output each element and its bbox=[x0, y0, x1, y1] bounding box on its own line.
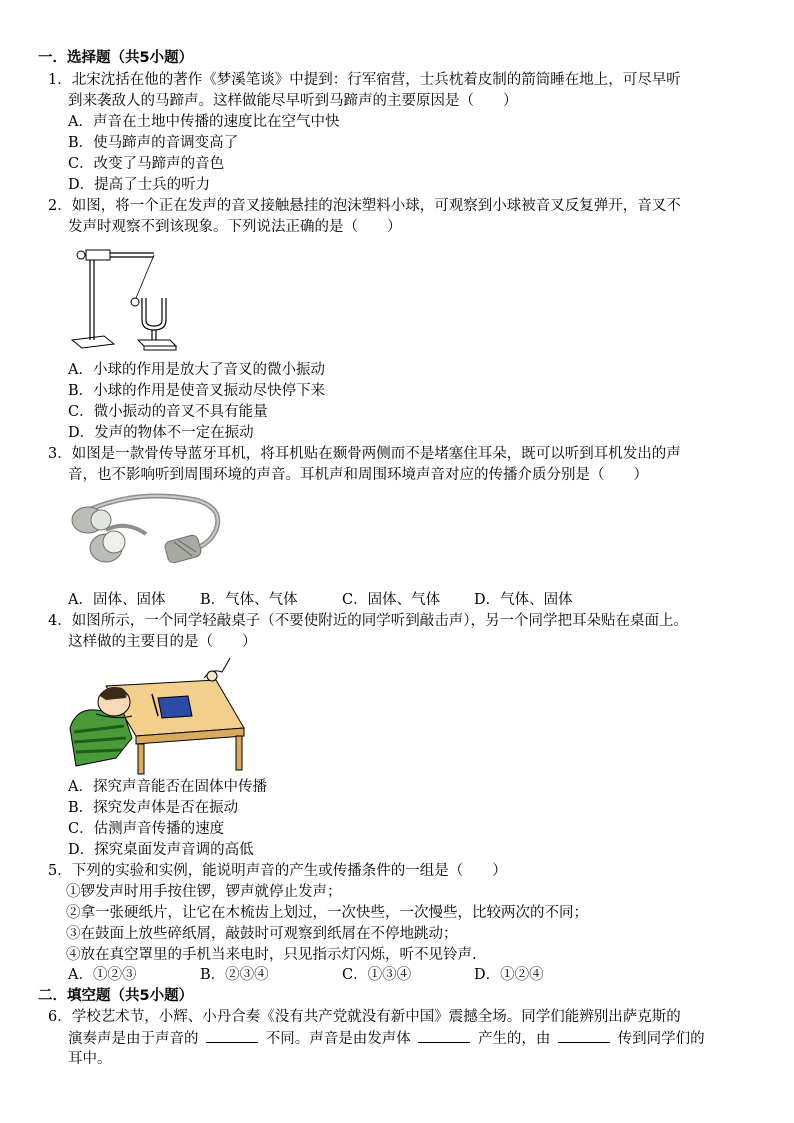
q2-stem-line2: 发声时观察不到该现象。下列说法正确的是（ ） bbox=[68, 219, 402, 235]
q3-option-a: A．固体、固体 bbox=[68, 592, 166, 608]
q5-option-b: B．②③④ bbox=[200, 967, 269, 983]
q4-option-d: D．探究桌面发声音调的高低 bbox=[68, 842, 254, 858]
q6-text-part1: 演奏声是由于声音的 bbox=[68, 1031, 199, 1047]
section-title-choice: 一．选择题（共5小题） bbox=[38, 50, 194, 66]
q2-option-b: B．小球的作用是使音叉振动尽快停下来 bbox=[68, 383, 326, 399]
q5-item-4: ④放在真空罩里的手机当来电时，只见指示灯闪烁，听不见铃声. bbox=[66, 947, 477, 963]
q6-stem-line1: 6．学校艺术节，小辉、小丹合奏《没有共产党就没有新中国》震撼全场。同学们能辨别出萨克斯的 bbox=[48, 1009, 681, 1025]
q5-option-a: A．①②③ bbox=[68, 967, 137, 983]
q5-option-c: C．①③④ bbox=[342, 967, 412, 983]
q3-option-c: C．固体、气体 bbox=[342, 592, 441, 608]
q2-stem-line1: 2．如图，将一个正在发声的音叉接触悬挂的泡沫塑料小球，可观察到小球被音叉反复弹开，音叉不 bbox=[48, 198, 681, 214]
q6-blank-3[interactable] bbox=[558, 1028, 610, 1043]
q3-option-b: B．气体、气体 bbox=[200, 592, 298, 608]
bone-conduction-headphone-figure bbox=[66, 490, 226, 580]
q2-option-d: D．发声的物体不一定在振动 bbox=[68, 425, 254, 441]
q1-option-a: A．声音在土地中传播的速度比在空气中快 bbox=[68, 114, 340, 130]
q5-item-2: ②拿一张硬纸片，让它在木梳齿上划过，一次快些，一次慢些，比较两次的不同； bbox=[66, 905, 588, 921]
q6-stem-line3: 耳中。 bbox=[68, 1051, 112, 1067]
q4-option-c: C．估测声音传播的速度 bbox=[68, 821, 225, 837]
q6-text-part4: 传到同学们的 bbox=[617, 1031, 705, 1047]
q5-item-1: ①锣发声时用手按住锣，锣声就停止发声； bbox=[66, 884, 342, 900]
q1-stem-line1: 1．北宋沈括在他的著作《梦溪笔谈》中提到：行军宿营，士兵枕着皮制的箭筒睡在地上，可尽早听 bbox=[48, 72, 681, 88]
q5-option-d: D．①②④ bbox=[474, 967, 544, 983]
q4-option-a: A．探究声音能否在固体中传播 bbox=[68, 779, 267, 795]
q1-option-b: B．使马蹄声的音调变高了 bbox=[68, 135, 239, 151]
q4-stem-line2: 这样做的主要目的是（ ） bbox=[68, 634, 257, 650]
q4-option-b: B．探究发声体是否在振动 bbox=[68, 800, 239, 816]
q6-text-part2: 不同。声音是由发声体 bbox=[265, 1031, 411, 1047]
section-title-fill: 二．填空题（共5小题） bbox=[38, 988, 194, 1004]
q3-option-d: D．气体、固体 bbox=[474, 592, 573, 608]
q3-stem-line2: 音，也不影响听到周围环境的声音。耳机声和周围环境声音对应的传播介质分别是（ ） bbox=[68, 467, 648, 483]
desk-listening-figure bbox=[66, 658, 250, 776]
q1-option-c: C．改变了马蹄声的音色 bbox=[68, 156, 225, 172]
q6-blank-1[interactable] bbox=[206, 1028, 258, 1043]
q2-option-a: A．小球的作用是放大了音叉的微小振动 bbox=[68, 362, 325, 378]
q6-blank-2[interactable] bbox=[418, 1028, 470, 1043]
tuning-fork-figure bbox=[66, 240, 186, 355]
q1-option-d: D．提高了士兵的听力 bbox=[68, 177, 211, 193]
q3-stem-line1: 3．如图是一款骨传导蓝牙耳机，将耳机贴在颞骨两侧而不是堵塞住耳朵，既可以听到耳机发出的声 bbox=[48, 446, 681, 462]
q5-stem: 5．下列的实验和实例，能说明声音的产生或传播条件的一组是（ ） bbox=[48, 863, 507, 879]
q4-stem-line1: 4．如图所示，一个同学轻敲桌子（不要使附近的同学听到敲击声），另一个同学把耳朵贴在桌面上。 bbox=[48, 613, 688, 629]
q2-option-c: C．微小振动的音叉不具有能量 bbox=[68, 404, 268, 420]
q6-stem-line2 bbox=[68, 1028, 705, 1049]
q1-stem-line2: 到来袭敌人的马蹄声。这样做能尽早听到马蹄声的主要原因是（ ） bbox=[68, 93, 518, 109]
q5-item-3: ③在鼓面上放些碎纸屑，敲鼓时可观察到纸屑在不停地跳动； bbox=[66, 926, 458, 942]
q6-text-part3: 产生的，由 bbox=[477, 1031, 551, 1047]
